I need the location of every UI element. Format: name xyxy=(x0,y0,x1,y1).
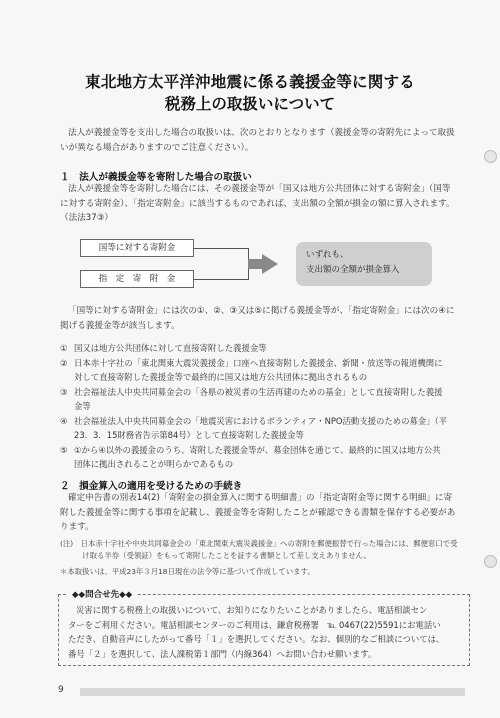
arrow-right-icon xyxy=(262,254,278,274)
section1-body-line: 法人が義援金等を寄附した場合には、その義援金等が「国又は地方公共団体に対する寄附金」（国等 xyxy=(68,184,451,194)
intro-line: 法人が義援金等を支出した場合の取扱いは、次のとおりとなります（義援金等の寄附先によって取扱 xyxy=(68,128,455,138)
list-item-number: ⑤ xyxy=(60,444,68,455)
box-kunito-kifukin: 国等に対する寄附金 xyxy=(80,239,194,257)
section1-body-line: （法法37③） xyxy=(60,213,114,223)
section1-after-line: 「国等に対する寄附金」には次の①、②、③又は⑤に掲げる義援金等が、「指定寄附金」には次の④に xyxy=(68,306,455,316)
intro-paragraph xyxy=(60,126,480,155)
list-item-line: 社会福祉法人中央共同募金会の「地震災害におけるボランティア・NPO活動支援のための募金」（平 xyxy=(74,415,448,426)
list-item xyxy=(60,414,480,443)
list-item-line: 団体に拠出されることが明らかであるもの xyxy=(74,459,234,469)
list-item xyxy=(60,341,480,356)
list-item-line: 23．3．15財務省告示第84号）として直接寄附した義援金等 xyxy=(74,430,304,440)
note-line: (注) 日本赤十字社や中央共同募金会の「東北関東大震災義援金」への寄附を郵便振替で行った場合には、郵便窓口で受 xyxy=(60,539,458,548)
section2-body-line: 附した義援金等に関する事項を記載し、義援金等を寄附したことが確認できる書類を保存する必要があ xyxy=(60,507,456,518)
list-item xyxy=(60,356,480,385)
page-number: 9 xyxy=(58,685,64,695)
star-note: ＊本取扱いは、平成23年３月18日現在の法令等に基づいて作成しています。 xyxy=(60,567,315,576)
footer-bar xyxy=(80,688,465,696)
intro-line: いが異なる場合がありますのでご注意ください）。 xyxy=(60,142,254,153)
donation-list xyxy=(60,341,480,472)
result-line: いずれも、 xyxy=(306,250,349,260)
list-item-number: ① xyxy=(60,343,68,353)
page-title-line2: 税務上の取扱いについて xyxy=(164,95,336,113)
page-title-line1: 東北地方太平洋沖地震に係る義援金等に関する xyxy=(85,73,415,91)
result-line: 支出額の全額が損金算入 xyxy=(306,265,400,275)
list-item-number: ② xyxy=(60,357,68,368)
section1-after-line: 掲げる義援金等が該当します。 xyxy=(60,320,180,331)
section1-after xyxy=(60,304,480,333)
section1-body xyxy=(60,182,480,226)
contact-label: ◆◆問合せ先◆◆ xyxy=(68,588,136,600)
section1-body-line: に対する寄附金）、「指定寄附金」に該当するものであれば、支出額の全額が損金の額に算入されます。 xyxy=(60,198,455,209)
binder-hole-bottom xyxy=(484,555,497,568)
contact-line: ターをご利用ください。電話相談センターのご利用は、鎌倉税務署 ℡ 0467(22)5591にお電話い xyxy=(68,619,441,630)
arrow-shaft xyxy=(248,259,262,269)
list-item-number: ③ xyxy=(60,386,68,397)
list-item-number: ④ xyxy=(60,415,68,426)
list-item-line: 金等 xyxy=(74,401,91,411)
list-item xyxy=(60,443,480,472)
section2-body xyxy=(60,491,480,535)
list-item-line: ①から④以外の義援金のうち、寄附した義援金等が、募金団体を通じて、最終的に国又は地方公共 xyxy=(74,444,441,455)
connector-line-bottom xyxy=(194,279,248,280)
section2-body-line: ります。 xyxy=(60,522,94,532)
section2-note xyxy=(60,538,480,562)
contact-text xyxy=(68,603,464,661)
section1-heading: １ 法人が義援金等を寄附した場合の取扱い xyxy=(60,172,252,183)
section2-body-line: 確定申告書の別表14(2)「寄附金の損金算入に関する明細書」の「指定寄附金等に関する明細」に寄 xyxy=(68,493,453,503)
section2-heading: ２ 損金算入の適用を受けるための手続き xyxy=(60,481,243,492)
binder-hole-top xyxy=(484,150,497,163)
note-line: け取る半券（受領証）をもって寄附したことを証する書類として差し支えありません。 xyxy=(60,551,371,560)
list-item-line: 日本赤十字社の「東北関東大震災義援金」口座へ直接寄附した義援金、新聞・放送等の報道機関に xyxy=(74,357,443,368)
contact-line: 番号「２」を選択して、法人課税第１部門（内線364）へお問い合わせ願います。 xyxy=(68,648,377,659)
result-box xyxy=(296,242,432,286)
contact-line: 災害に関する税務上の取扱いについて、お知りになりたいことがありましたら、電話相談セン xyxy=(76,605,428,615)
box-shitei-kifukin: 指 定 寄 附 金 xyxy=(80,270,194,288)
connector-line-top xyxy=(194,248,248,249)
list-item xyxy=(60,385,480,414)
list-item-line: 社会福祉法人中央共同募金会の「各県の被災者の生活再建のための基金」として直接寄附した義援 xyxy=(74,386,443,397)
list-item-line: 対して直接寄附した義援金等で最終的に国又は地方公共団体に拠出されるもの xyxy=(74,372,368,382)
contact-line: ただき、自動音声にしたがって番号「１」を選択してください。なお、個別的なご相談については、 xyxy=(68,634,445,644)
list-item-line: 国又は地方公共団体に対して直接寄附した義援金等 xyxy=(74,343,267,353)
